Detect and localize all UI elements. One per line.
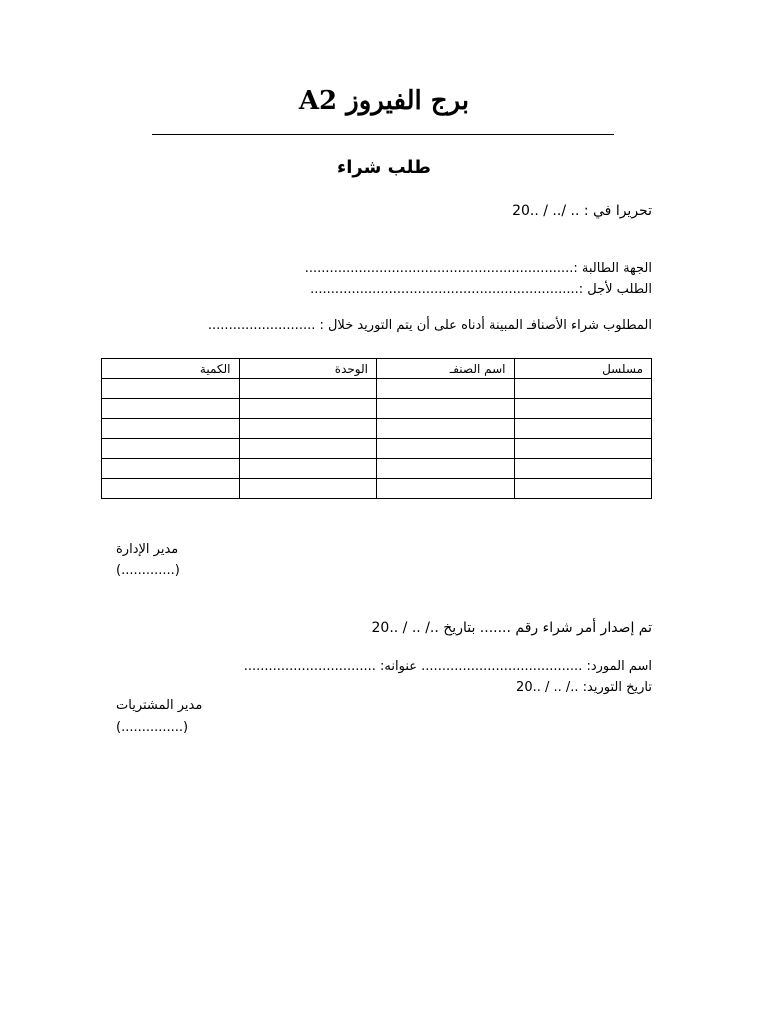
col-header-unit: الوحدة	[239, 359, 377, 379]
col-header-item-name: اسم الصنفـ	[377, 359, 515, 379]
table-cell	[514, 419, 652, 439]
col-header-serial: مسلسل	[514, 359, 652, 379]
table-row	[102, 379, 652, 399]
table-cell	[239, 439, 377, 459]
procurement-manager-title: مدير المشتريات	[116, 698, 203, 713]
table-cell	[102, 379, 240, 399]
form-subtitle: طلب شراء	[337, 157, 431, 178]
col-header-quantity: الكمية	[102, 359, 240, 379]
table-cell	[102, 399, 240, 419]
table-cell	[102, 419, 240, 439]
table-cell	[514, 479, 652, 499]
table-row	[102, 419, 652, 439]
table-cell	[239, 479, 377, 499]
table-row	[102, 459, 652, 479]
title-divider	[152, 134, 614, 135]
table-cell	[514, 439, 652, 459]
table-cell	[514, 459, 652, 479]
request-for-field: الطلب لأجل :.................................................................	[310, 282, 652, 297]
table-cell	[239, 399, 377, 419]
supplier-line: اسم المورد: ....................................... عنوانه: ................................	[243, 659, 652, 674]
table-row	[102, 399, 652, 419]
table-cell	[239, 419, 377, 439]
page-title: برج الفيروز A2	[298, 86, 470, 116]
table-cell	[514, 399, 652, 419]
supply-duration-line: المطلوب شراء الأصنافـ المبينة أدناه على أن يتم التوريد خلال : ..........................	[207, 318, 652, 333]
table-cell	[377, 379, 515, 399]
table-cell	[377, 419, 515, 439]
table-cell	[377, 439, 515, 459]
items-table	[101, 358, 652, 499]
procurement-manager-signature: (...............)	[116, 720, 189, 735]
date-line: تحريرا في : .. /.. / ..20	[512, 203, 652, 219]
admin-manager-signature: (.............)	[116, 563, 180, 578]
table-cell	[239, 459, 377, 479]
table-cell	[377, 479, 515, 499]
supply-date-line: تاريخ التوريد: ../ .. / ..20	[516, 680, 652, 695]
table-row	[102, 479, 652, 499]
requesting-party-field: الجهة الطالبة :.................................................................	[304, 261, 652, 276]
table-cell	[102, 479, 240, 499]
table-header-row	[102, 359, 652, 379]
admin-manager-title: مدير الإدارة	[116, 542, 179, 557]
table-cell	[239, 379, 377, 399]
table-cell	[377, 399, 515, 419]
table-cell	[377, 459, 515, 479]
table-cell	[102, 439, 240, 459]
table-cell	[514, 379, 652, 399]
table-cell	[102, 459, 240, 479]
table-row	[102, 439, 652, 459]
purchase-order-issued-line: تم إصدار أمر شراء رقم ....... بتاريخ ../ .. / ..20	[371, 620, 652, 636]
